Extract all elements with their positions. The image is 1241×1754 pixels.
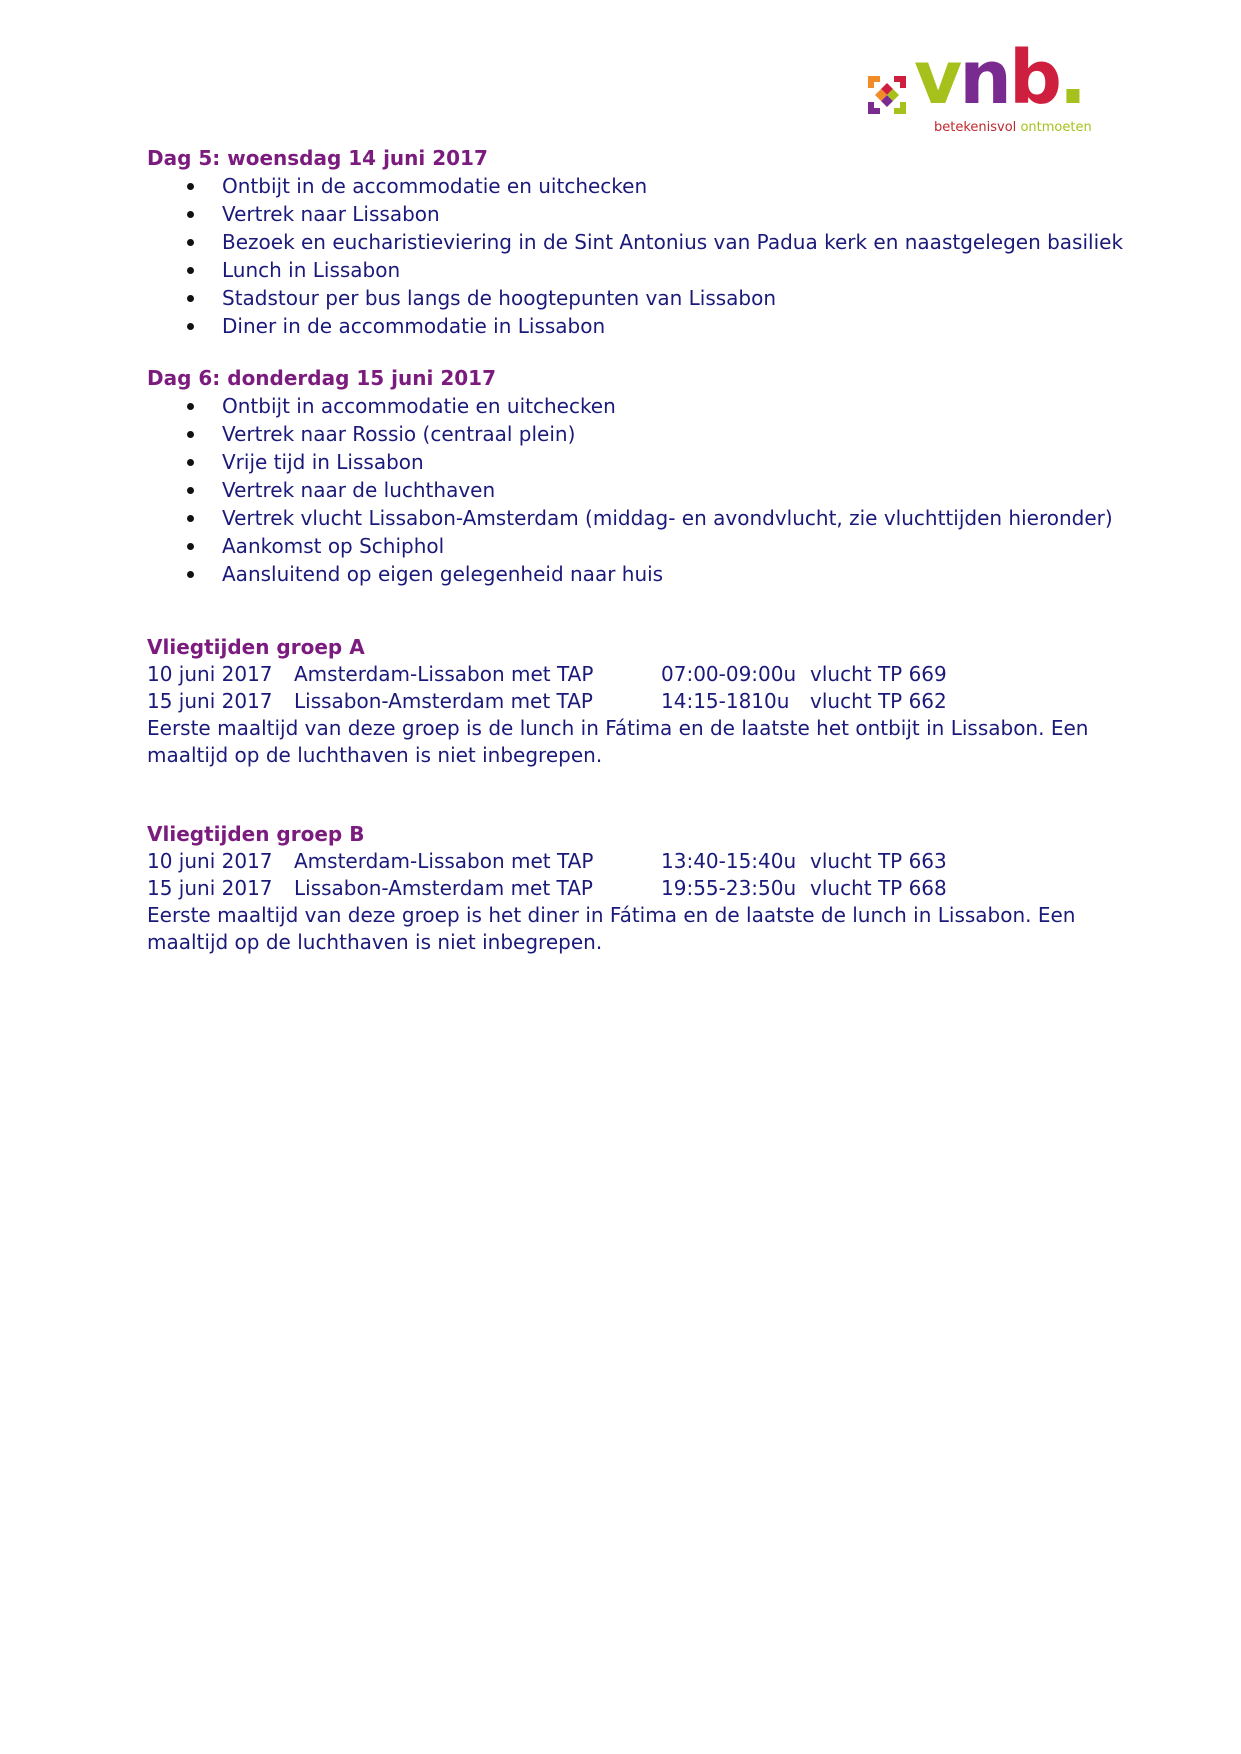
day-heading: Dag 5: woensdag 14 juni 2017 bbox=[147, 146, 488, 170]
flight-date: 15 juni 2017 bbox=[147, 876, 273, 900]
list-item: Aansluitend op eigen gelegenheid naar huis bbox=[147, 560, 1097, 588]
bullet-icon bbox=[187, 431, 194, 438]
day-item-list bbox=[147, 392, 1113, 588]
bullet-icon bbox=[187, 543, 194, 550]
flight-time: 14:15-1810u bbox=[661, 689, 790, 713]
group-note: Eerste maaltijd van deze groep is de lunch in Fátima en de laatste het ontbijt in Lissabon. Een maaltijd op de luchthaven is niet inbegrepen. bbox=[147, 716, 1089, 767]
flight-number: vlucht TP 669 bbox=[810, 662, 947, 686]
group-heading: Vliegtijden groep B bbox=[147, 822, 365, 846]
list-item: Vertrek naar Lissabon bbox=[147, 200, 1097, 228]
flight-group-a bbox=[147, 634, 1097, 769]
bullet-icon bbox=[187, 571, 194, 578]
bullet-icon bbox=[187, 239, 194, 246]
flight-group-b bbox=[147, 821, 1097, 956]
flight-date: 15 juni 2017 bbox=[147, 689, 273, 713]
logo-wordmark: vnb. bbox=[914, 35, 1085, 121]
list-item: Bezoek en eucharistieviering in de Sint Antonius van Padua kerk en naastgelegen basiliek bbox=[147, 228, 1097, 256]
day-section bbox=[147, 364, 1113, 588]
list-item: Vrije tijd in Lissabon bbox=[147, 448, 1097, 476]
flight-date: 10 juni 2017 bbox=[147, 662, 273, 686]
day-heading: Dag 6: donderdag 15 juni 2017 bbox=[147, 366, 496, 390]
flight-time: 13:40-15:40u bbox=[661, 849, 797, 873]
bullet-icon bbox=[187, 487, 194, 494]
document-content bbox=[147, 144, 1124, 956]
bullet-icon bbox=[187, 515, 194, 522]
list-item: Stadstour per bus langs de hoogtepunten van Lissabon bbox=[147, 284, 1097, 312]
bullet-icon bbox=[187, 403, 194, 410]
flight-row bbox=[147, 875, 1097, 902]
list-item: Vertrek vlucht Lissabon-Amsterdam (middag- en avondvlucht, zie vluchttijden hieronder) bbox=[147, 504, 1097, 532]
vnb-logo bbox=[862, 35, 1092, 138]
group-heading: Vliegtijden groep A bbox=[147, 635, 365, 659]
flight-row bbox=[147, 848, 1097, 875]
bullet-icon bbox=[187, 183, 194, 190]
flight-date: 10 juni 2017 bbox=[147, 849, 273, 873]
bullet-icon bbox=[187, 459, 194, 466]
list-item: Vertrek naar Rossio (centraal plein) bbox=[147, 420, 1097, 448]
flight-route: Lissabon-Amsterdam met TAP bbox=[294, 689, 593, 713]
logo-tagline: betekenisvol ontmoeten bbox=[934, 120, 1092, 135]
flight-time: 19:55-23:50u bbox=[661, 876, 797, 900]
bullet-icon bbox=[187, 323, 194, 330]
flight-row bbox=[147, 661, 1097, 688]
flight-number: vlucht TP 663 bbox=[810, 849, 947, 873]
bullet-icon bbox=[187, 267, 194, 274]
logo-mark-icon bbox=[862, 70, 912, 120]
list-item: Vertrek naar de luchthaven bbox=[147, 476, 1097, 504]
bullet-icon bbox=[187, 295, 194, 302]
flight-number: vlucht TP 662 bbox=[810, 689, 947, 713]
bullet-icon bbox=[187, 211, 194, 218]
flight-route: Amsterdam-Lissabon met TAP bbox=[294, 662, 594, 686]
day-section bbox=[147, 144, 1124, 340]
list-item: Aankomst op Schiphol bbox=[147, 532, 1097, 560]
flight-row bbox=[147, 688, 1097, 715]
list-item: Diner in de accommodatie in Lissabon bbox=[147, 312, 1097, 340]
flight-route: Lissabon-Amsterdam met TAP bbox=[294, 876, 593, 900]
group-note: Eerste maaltijd van deze groep is het diner in Fátima en de laatste de lunch in Lissabon. Een maaltijd op de luchthaven is niet inbegrepen. bbox=[147, 903, 1076, 954]
day-item-list bbox=[147, 172, 1124, 340]
flight-time: 07:00-09:00u bbox=[661, 662, 797, 686]
list-item: Ontbijt in accommodatie en uitchecken bbox=[147, 392, 1097, 420]
flight-route: Amsterdam-Lissabon met TAP bbox=[294, 849, 594, 873]
list-item: Lunch in Lissabon bbox=[147, 256, 1097, 284]
list-item: Ontbijt in de accommodatie en uitchecken bbox=[147, 172, 1097, 200]
flight-number: vlucht TP 668 bbox=[810, 876, 947, 900]
